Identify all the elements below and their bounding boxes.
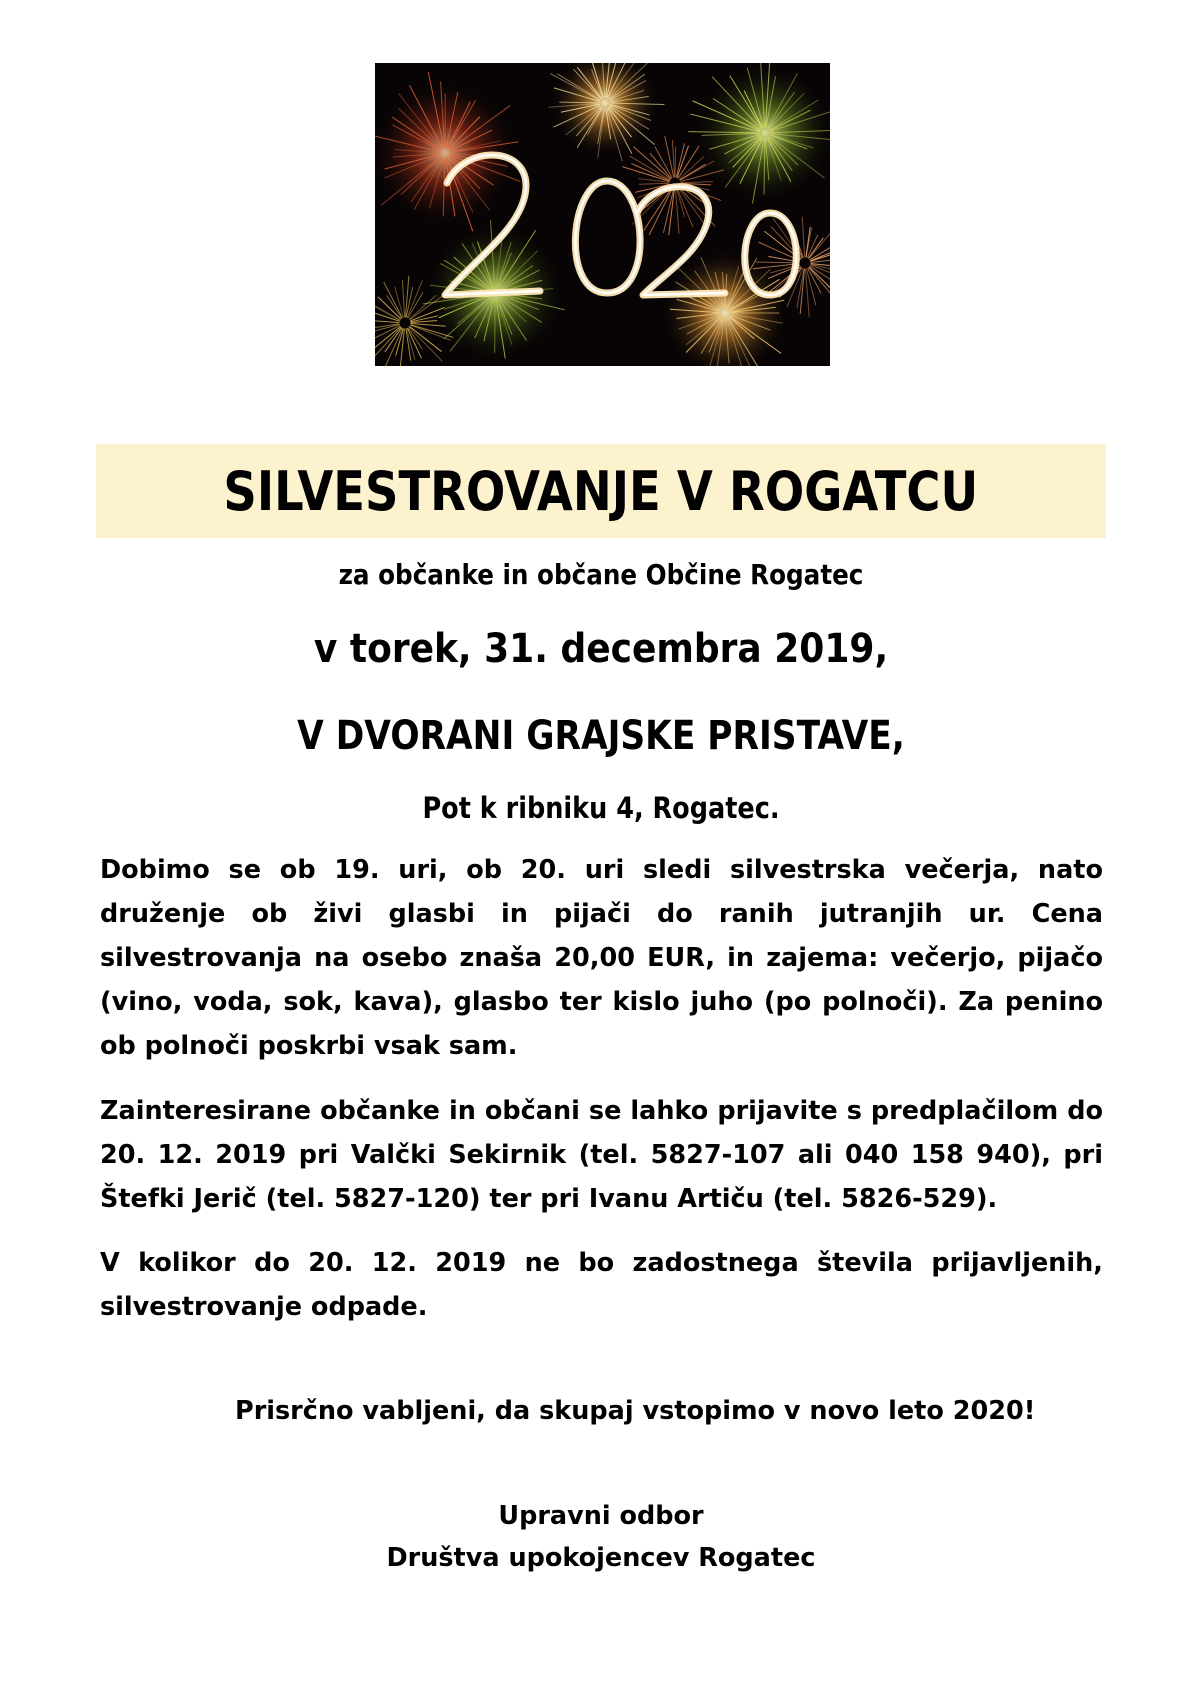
closing-invitation: Prisrčno vabljeni, da skupaj vstopimo v novo leto 2020!: [235, 1396, 1036, 1426]
signature-line-1: Upravni odbor: [498, 1501, 704, 1531]
title-banner: [96, 444, 1106, 538]
fireworks-2020-image: [375, 63, 830, 366]
subtitle: za občanke in občane Občine Rogatec: [338, 558, 864, 591]
fireworks-illustration: [375, 63, 830, 366]
paragraph-registration: Zainteresirane občanke in občani se lahko prijavite s predplačilom do 20. 12. 2019 pri Valčki Sekirnik (tel. 5827-107 ali 040 158 940), pri Štefki Jerič (tel. 5827-120) ter pri Ivanu Artiču (tel. 5826-529).: [100, 1096, 1103, 1214]
event-venue: V DVORANI GRAJSKE PRISTAVE,: [297, 713, 905, 759]
paragraph-program: Dobimo se ob 19. uri, ob 20. uri sledi silvestrska večerja, nato druženje ob živi glasbi in pijači do ranih jutranjih ur. Cena silvestrovanja na osebo znaša 20,00 EUR, in zajema: večerjo, pijačo (vino, voda, sok, kava), glasbo ter kislo juho (po polnoči). Za penino ob polnoči poskrbi vsak sam.: [100, 855, 1103, 1061]
event-date: v torek, 31. decembra 2019,: [313, 626, 889, 672]
page-title: SILVESTROVANJE V ROGATCU: [223, 459, 979, 523]
signature-block: [336, 1495, 866, 1579]
signature-line-2: Društva upokojencev Rogatec: [386, 1543, 816, 1573]
paragraph-cancellation: V kolikor do 20. 12. 2019 ne bo zadostnega števila prijavljenih, silvestrovanje odpade.: [100, 1248, 1103, 1322]
event-address: Pot k ribniku 4, Rogatec.: [422, 791, 780, 825]
